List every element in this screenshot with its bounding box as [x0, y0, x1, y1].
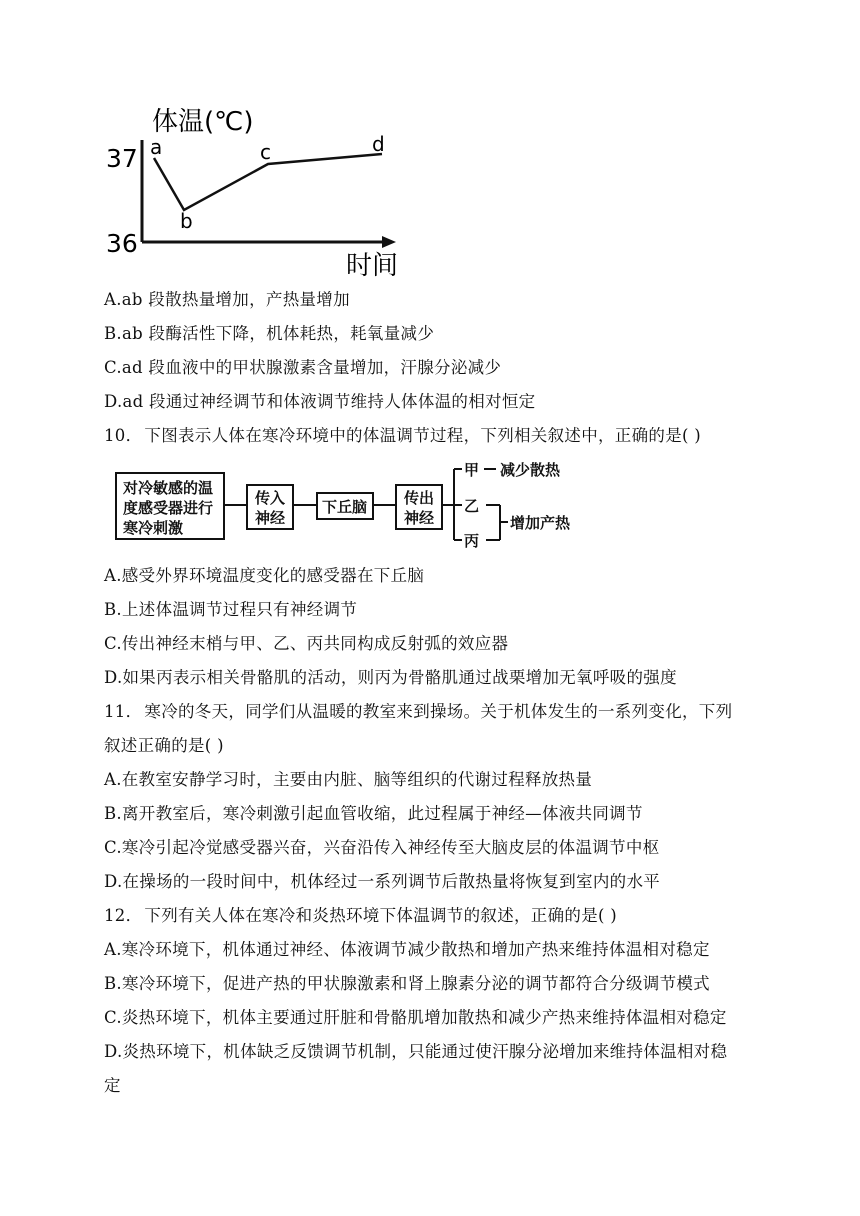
label-yi: 乙 — [464, 497, 480, 515]
q11-stem-text-1: 寒冷的冬天，同学们从温暖的教室来到操场。关于机体发生的一系列变化，下列 — [144, 702, 733, 721]
q11-option-c: C.寒冷引起冷觉感受器兴奋，兴奋沿传入神经传至大脑皮层的体温调节中枢 — [104, 838, 660, 857]
y-axis-label: 体温(℃) — [152, 107, 254, 137]
q10-option-c: C.传出神经末梢与甲、乙、丙共同构成反射弧的效应器 — [104, 634, 509, 653]
q12-option-c: C.炎热环境下，机体主要通过肝脏和骨骼肌增加散热和减少产热来维持体温相对稳定 — [104, 1008, 727, 1027]
q12-option-a: A.寒冷环境下，机体通过神经、体液调节减少散热和增加产热来维持体温相对稳定 — [104, 940, 710, 959]
receptor-line-1: 对冷敏感的温 — [123, 479, 214, 497]
q9-option-a: A.ab 段散热量增加，产热量增加 — [104, 290, 350, 309]
point-label-a: a — [150, 135, 163, 159]
x-axis-label: 时间 — [346, 251, 399, 280]
q10-number: 10． — [104, 426, 143, 445]
label-increase-heat-production: 增加产热 — [510, 514, 571, 532]
q12-number: 12． — [104, 906, 143, 925]
body-temperature-graph — [100, 100, 410, 280]
q11-option-d: D.在操场的一段时间中，机体经过一系列调节后散热量将恢复到室内的水平 — [104, 872, 661, 891]
q10-stem-text: 下图表示人体在寒冷环境中的体温调节过程，下列相关叙述中，正确的是( ) — [144, 426, 702, 445]
label-reduce-heat-loss: 减少散热 — [500, 461, 561, 479]
q12-option-d-continued: 定 — [104, 1076, 121, 1095]
q10-stem — [104, 424, 701, 448]
receptor-line-2: 度感受器进行 — [123, 499, 214, 517]
q11-option-a: A.在教室安静学习时，主要由内脏、脑等组织的代谢过程释放热量 — [104, 770, 593, 789]
efferent-line-2: 神经 — [404, 509, 435, 527]
label-bing: 丙 — [464, 532, 480, 550]
q11-number: 11． — [104, 702, 143, 721]
y-tick-37: 37 — [106, 144, 138, 173]
thermoregulation-flowchart — [112, 456, 598, 554]
q12-stem — [104, 904, 617, 928]
q12-option-d: D.炎热环境下，机体缺乏反馈调节机制，只能通过使汗腺分泌增加来维持体温相对稳 — [104, 1042, 728, 1061]
x-axis-arrow — [382, 236, 396, 248]
q10-option-b: B.上述体温调节过程只有神经调节 — [104, 600, 358, 619]
q11-stem-line-1 — [104, 700, 732, 724]
q9-option-d: D.ad 段通过神经调节和体液调节维持人体体温的相对恒定 — [104, 392, 536, 411]
receptor-line-3: 寒冷刺激 — [123, 519, 184, 537]
efferent-line-1: 传出 — [404, 489, 435, 507]
q9-option-b: B.ab 段酶活性下降，机体耗热，耗氧量减少 — [104, 324, 435, 343]
point-label-d: d — [372, 132, 385, 156]
q10-option-a: A.感受外界环境温度变化的感受器在下丘脑 — [104, 566, 425, 585]
q10-option-d: D.如果丙表示相关骨骼肌的活动，则丙为骨骼肌通过战栗增加无氧呼吸的强度 — [104, 668, 677, 687]
y-tick-36: 36 — [106, 229, 138, 258]
q12-stem-text: 下列有关人体在寒冷和炎热环境下体温调节的叙述，正确的是( ) — [144, 906, 618, 925]
q11-stem-line-2: 叙述正确的是( ) — [104, 736, 224, 755]
q11-option-b: B.离开教室后，寒冷刺激引起血管收缩，此过程属于神经—体液共同调节 — [104, 804, 643, 823]
afferent-line-1: 传入 — [255, 489, 286, 507]
q12-option-b: B.寒冷环境下，促进产热的甲状腺激素和肾上腺素分泌的调节都符合分级调节模式 — [104, 974, 710, 993]
afferent-line-2: 神经 — [255, 509, 286, 527]
q9-option-c: C.ad 段血液中的甲状腺激素含量增加，汗腺分泌减少 — [104, 358, 502, 377]
point-label-b: b — [180, 209, 193, 233]
hypothalamus-label: 下丘脑 — [322, 498, 368, 516]
point-label-c: c — [260, 140, 271, 164]
label-jia: 甲 — [464, 461, 480, 479]
